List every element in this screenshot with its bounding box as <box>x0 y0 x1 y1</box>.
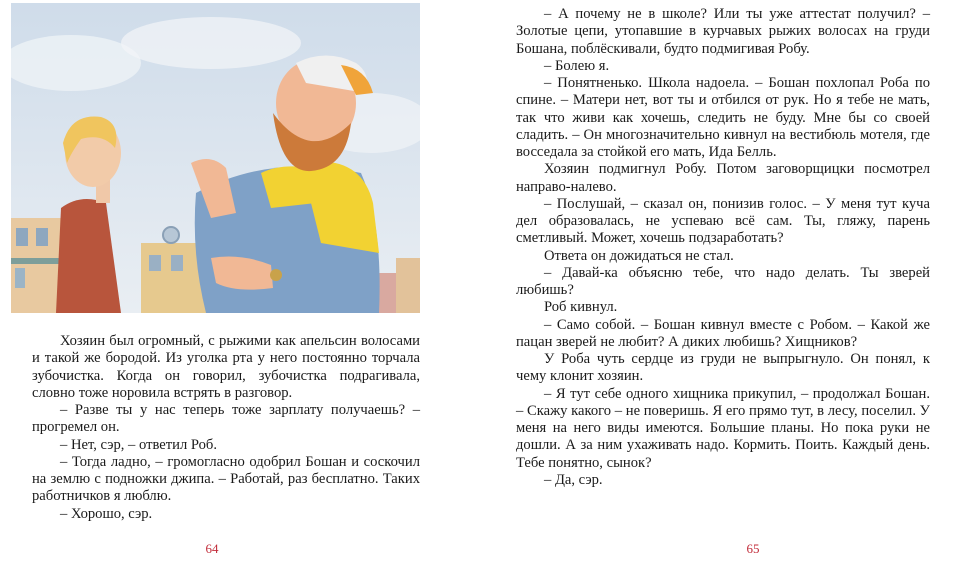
paragraph: – Я тут себе одного хищника прикупил, – продолжал Бошан. – Скажу какого – не поверишь. Я его прямо тут, в лесу, поселил. У меня на него виды имеются. Большие планы. Но пока руки не дошли. А за ним ухаживать надо. Кормить. Поить. Каждый день. Тебе понятно, сынок? <box>516 385 930 471</box>
paragraph: – Тогда ладно, – громогласно одобрил Бошан и соскочил на землю с подножки джипа. – Работай, раз бесплатно. Таких работничков я люблю. <box>32 453 420 505</box>
paragraph: – А почему не в школе? Или ты уже аттестат получил? – Золотые цепи, утопавшие в курчавых рыжих волосах на груди Бошана, поблёскивали, будто подмигивая Робу. <box>516 6 930 57</box>
illustration <box>11 3 420 313</box>
paragraph: Ответа он дожидаться не стал. <box>544 247 734 264</box>
right-page <box>478 0 956 566</box>
paragraph: – Само собой. – Бошан кивнул вместе с Робом. – Какой же пацан зверей не любит? А диких любишь? Хищников? <box>516 316 930 350</box>
left-page-text <box>32 333 420 523</box>
paragraph: У Роба чуть сердце из груди не выпрыгнуло. Он понял, к чему клонит хозяин. <box>516 351 930 385</box>
page-number: 64 <box>205 541 219 556</box>
paragraph: – Давай-ка объясню тебе, что надо делать. Ты зверей любишь? <box>516 264 930 298</box>
paragraph: – Да, сэр. <box>544 471 603 488</box>
illustration-drawing <box>11 3 420 313</box>
paragraph: – Разве ты у нас теперь тоже зарплату получаешь? – прогремел он. <box>32 402 420 436</box>
paragraph: Роб кивнул. <box>544 299 618 316</box>
right-page-text <box>516 6 930 489</box>
paragraph: – Болею я. <box>544 57 610 74</box>
paragraph: – Понятненько. Школа надоела. – Бошан похлопал Роба по спине. – Матери нет, вот ты и отбился от рук. Но я тебе не мать, так что живи как хочешь, следить не буду. Мне бы со своей сладить. – Он многозначительно кивнул на вестибюль мотеля, где восседала за стойкой его мать, Ида Белль. <box>516 75 930 160</box>
paragraph: – Хорошо, сэр. <box>60 505 153 522</box>
paragraph: Хозяин был огромный, с рыжими как апельсин волосами и такой же бородой. Из уголка рта у него постоянно торчала зубочистка. Когда он говорил, зубочистка подрагивала, словно тоже норовила встрять в разговор. <box>32 333 420 401</box>
paragraph: – Послушай, – сказал он, понизив голос. – У меня тут куча дел образовалась, не успеваю всё сам. Ты, гляжу, парень сметливый. Может, хочешь подзаработать? <box>516 195 930 247</box>
page-number: 65 <box>746 541 760 556</box>
paragraph: Хозяин подмигнул Робу. Потом заговорщицки посмотрел направо-налево. <box>516 161 930 195</box>
paragraph: – Нет, сэр, – ответил Роб. <box>60 436 218 453</box>
